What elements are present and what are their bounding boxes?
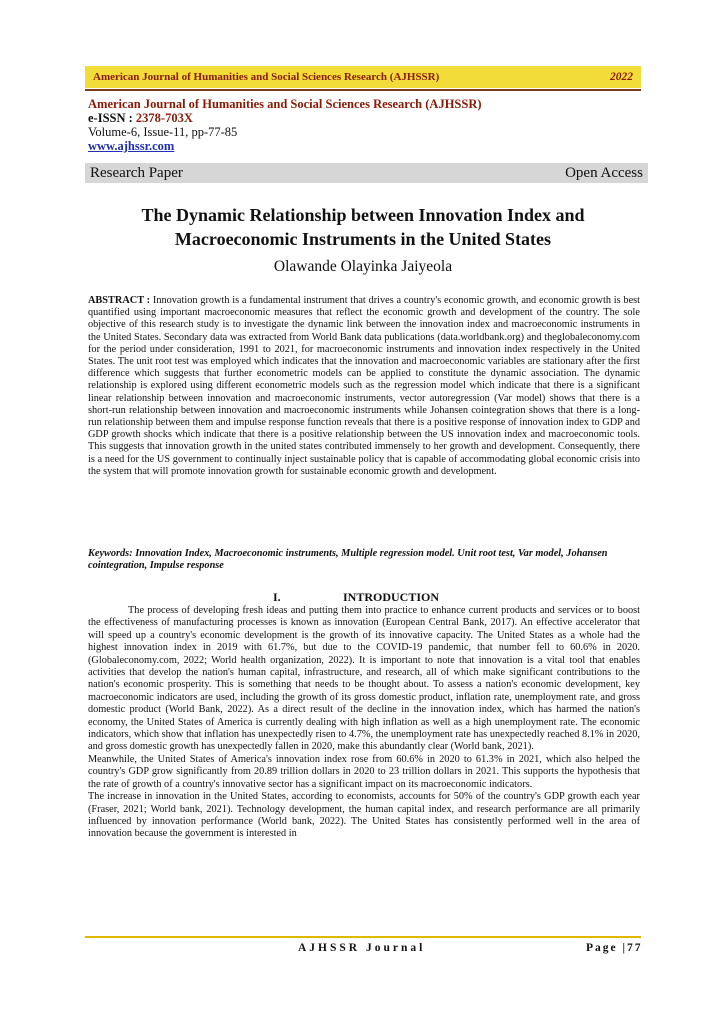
paper-title-line2: Macroeconomic Instruments in the United States [174, 229, 552, 249]
abstract-text: Innovation growth is a fundamental instrument that drives a country's economic growth, and economic growth is best quantified using important macroeconomic measures that reflect the economic growth and development of the country. The sole objective of this research study is to investigate the dynamic link between the innovation index and macroeconomic instruments in the United States. Secondary data was extracted from World Bank data publications (data.worldbank.org) and theglobaleconomy.com for the period under consideration, 1991 to 2021, for macroeconomic instruments and innovation index respectively in the United States. The unit root test was employed which indicates that the innovation and macroeconomic variables are stationary after the first difference which suggests that further econometric models can be applied to constitute the dynamic association. The dynamic relationship is explored using different econometric models such as the regression model which indicate that there is a significant linear relationship between innovation and macroeconomic instruments, vector autoregression (Var model) shows that there is a short-run relationship between innovation and macroeconomic instruments while Johansen cointegration shows that there is a long-run relationship between them and impulse response function reveals that there is a positive response of innovation index to GDP and GDP growth shocks which indicate that there is a positive relationship between the US innovation index and macroeconomic tools. This suggests that innovation growth in the united states contributed immensely to her growth and development. Consequently, there is a need for the US government to continually inject sustainable policy that is capable of accommodating global economic crisis into the system that will promote innovation growth for sustainable economic growth and development. [88, 295, 641, 477]
keywords-text: Innovation Index, Macroeconomic instruments, Multiple regression model. Unit root test, Var model, Johansen cointegration, Impulse response [88, 548, 608, 572]
keywords [88, 548, 640, 572]
paper-title [85, 203, 641, 251]
section-number: I. [273, 590, 281, 604]
body-paragraph-1: The process of developing fresh ideas and putting them into practice to enhance current products and services or to boost the effectiveness of manufacturing processes is known as innovation (European Central Bank, 2017). An effective accelerator that will speed up a country's economic development is the growth of its innovative capacity. The United States as a whole had the highest innovation index in 2019 with 61.7%, but due to the COVID-19 pandemic, that number fell to 60.6% in 2020. (Globaleconomy.com, 2022; World health organization, 2022). It is important to note that innovation is a vital tool that enables activities that develop the nation's human capital, infrastructure, and research, all of which make significant contributions to the nation's economic prosperity. This is something that needs to be thought about. To assess a nation's economic development, key macroeconomic indicators are used, including the growth of its gross domestic product, inflation rate, unemployment rate, and gross domestic product (World Bank, 2022). As a direct result of the decline in the innovation index, which has harmed the nation's economy, the United States of America is currently dealing with high inflation as well as a high unemployment rate. The economic indicators, which show that inflation has unexpectedly risen to 4.7%, the unemployment rate has unexpectedly reached 8.1% in 2020, and gross domestic growth has unexpectedly fallen in 2020, make this abundantly clear (World bank, 2021). [88, 605, 640, 753]
body-paragraph-3: The increase in innovation in the United States, according to economists, accounts for 50% of the country's GDP growth each year (Fraser, 2021; World bank, 2021). Technology development, the human capital index, and research performance are all primarily influenced by innovation performance (World bank, 2022). The United States has consistently performed well in the area of innovation because the government is interested in [88, 791, 640, 840]
access-type: Open Access [565, 164, 643, 181]
journal-meta [88, 97, 482, 153]
journal-header-title: American Journal of Humanities and Social Sciences Research (AJHSSR) [93, 71, 440, 83]
body-text [88, 605, 640, 841]
volume-info: Volume-6, Issue-11, pp-77-85 [88, 125, 238, 139]
footer-page-number: Page |77 [586, 942, 643, 954]
issn-value: 2378-703X [135, 111, 193, 125]
paper-type-bar [85, 163, 648, 183]
abstract [88, 295, 640, 478]
journal-name: American Journal of Humanities and Social Sciences Research (AJHSSR) [88, 97, 482, 111]
footer-divider [85, 936, 641, 938]
journal-url-link[interactable]: www.ajhssr.com [88, 139, 175, 153]
footer-journal: AJHSSR Journal [298, 942, 426, 954]
paper-type: Research Paper [90, 164, 183, 181]
paper-title-line1: The Dynamic Relationship between Innovation Index and [141, 205, 585, 225]
section-title: INTRODUCTION [343, 590, 440, 604]
body-paragraph-2: Meanwhile, the United States of America's innovation index rose from 60.6% in 2020 to 61.3% in 2021, which also helped the country's GDP grow significantly from 20.89 trillion dollars in 2020 to 23 trillion dollars in 2021. This supports the hypothesis that the rate of growth of a country's innovative sector has a significant impact on its macroeconomic indicators. [88, 753, 640, 790]
issn-label: e-ISSN : [88, 111, 136, 125]
issn-line [88, 111, 482, 125]
header-divider [85, 89, 641, 91]
journal-header-year: 2022 [610, 71, 633, 83]
author-name: Olawande Olayinka Jaiyeola [273, 258, 453, 275]
keywords-label: Keywords: [88, 548, 136, 559]
abstract-label: ABSTRACT : [88, 295, 153, 306]
journal-header-bar [85, 66, 641, 88]
